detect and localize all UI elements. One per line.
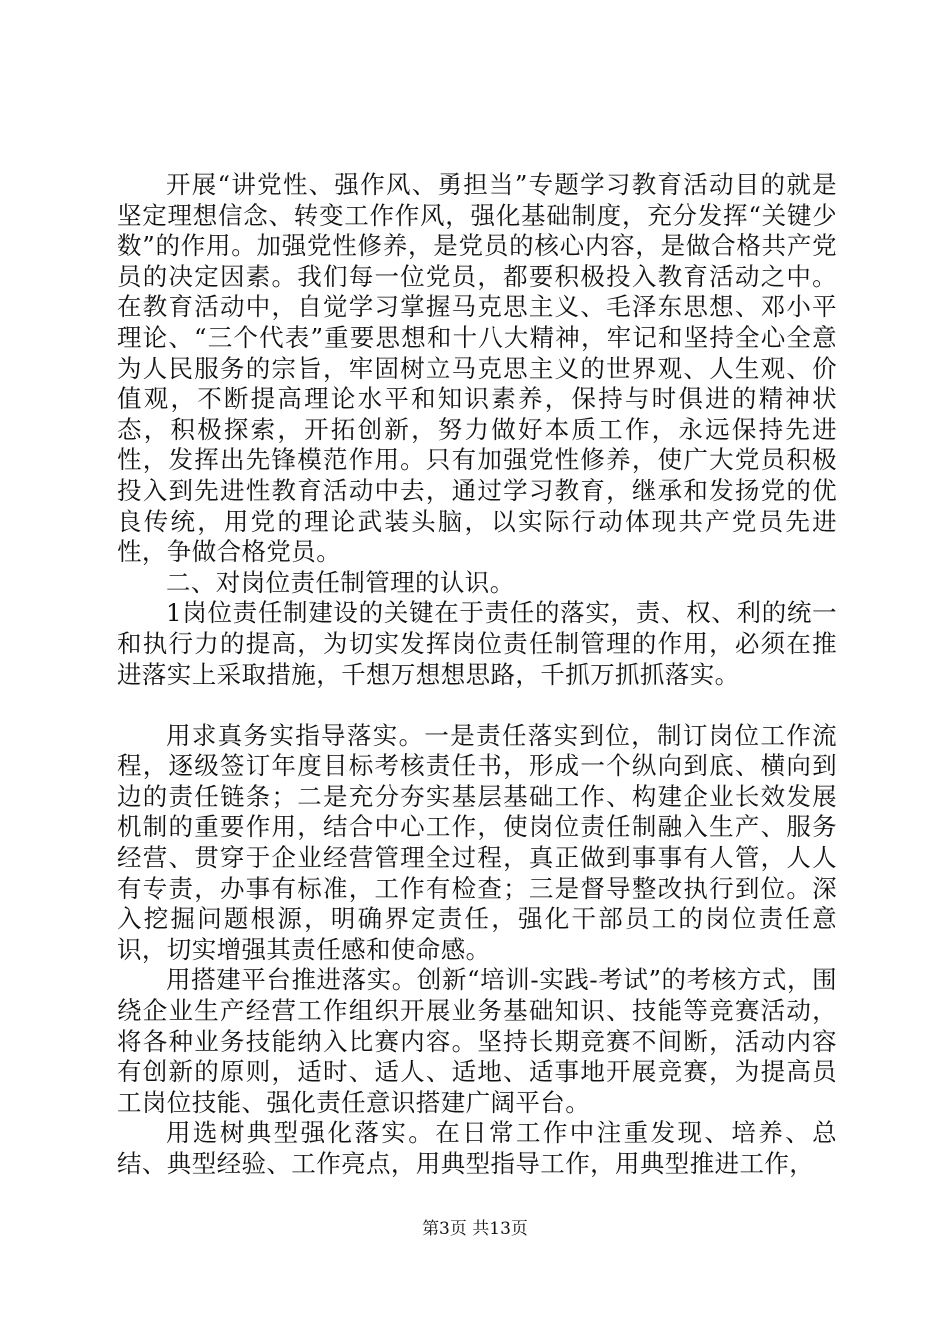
paragraph-model-implementation: 用选树典型强化落实。在日常工作中注重发现、培养、总结、典型经验、工作亮点，用典型指导工作，用典型推进工作， xyxy=(117,1118,837,1178)
paragraph-pragmatic-implementation: 用求真务实指导落实。一是责任落实到位，制订岗位工作流程，逐级签订年度目标考核责任书，形成一个纵向到底、横向到边的责任链条；二是充分夯实基层基础工作、构建企业长效发展机制的重要作用，结合中心工作，使岗位责任制融入生产、服务经营、贯穿于企业经营管理全过程，真正做到事事有人管，人人有专责，办事有标准，工作有检查；三是督导整改执行到位。深入挖掘问题根源，明确界定责任，强化干部员工的岗位责任意识，切实增强其责任感和使命感。 xyxy=(117,720,837,964)
document-body xyxy=(117,170,837,1180)
section-heading-job-responsibility: 二、对岗位责任制管理的认识。 xyxy=(166,567,515,597)
paragraph-responsibility-key: 1岗位责任制建设的关键在于责任的落实，责、权、利的统一和执行力的提高，为切实发挥岗位责任制管理的作用，必须在推进落实上采取措施，千想万想想思路，千抓万抓抓落实。 xyxy=(117,598,837,689)
paragraph-party-education: 开展“讲党性、强作风、勇担当”专题学习教育活动目的就是坚定理想信念、转变工作作风，强化基础制度，充分发挥“关键少数”的作用。加强党性修养，是党员的核心内容，是做合格共产党员的决定因素。我们每一位党员，都要积极投入教育活动之中。在教育活动中，自觉学习掌握马克思主义、毛泽东思想、邓小平理论、“三个代表”重要思想和十八大精神，牢记和坚持全心全意为人民服务的宗旨，牢固树立马克思主义的世界观、人生观、价值观，不断提高理论水平和知识素养，保持与时俱进的精神状态，积极探索，开拓创新，努力做好本质工作，永远保持先进性，发挥出先锋模范作用。只有加强党性修养，使广大党员积极投入到先进性教育活动中去，通过学习教育，继承和发扬党的优良传统，用党的理论武装头脑，以实际行动体现共产党员先进性，争做合格党员。 xyxy=(117,170,837,567)
page-footer: 第3页 共13页 xyxy=(422,1219,528,1239)
paragraph-platform-implementation: 用搭建平台推进落实。创新“培训-实践-考试”的考核方式，围绕企业生产经营工作组织开展业务基础知识、技能等竞赛活动，将各种业务技能纳入比赛内容。坚持长期竞赛不间断，活动内容有创新的原则，适时、适人、适地、适事地开展竞赛，为提高员工岗位技能、强化责任意识搭建广阔平台。 xyxy=(117,965,837,1117)
